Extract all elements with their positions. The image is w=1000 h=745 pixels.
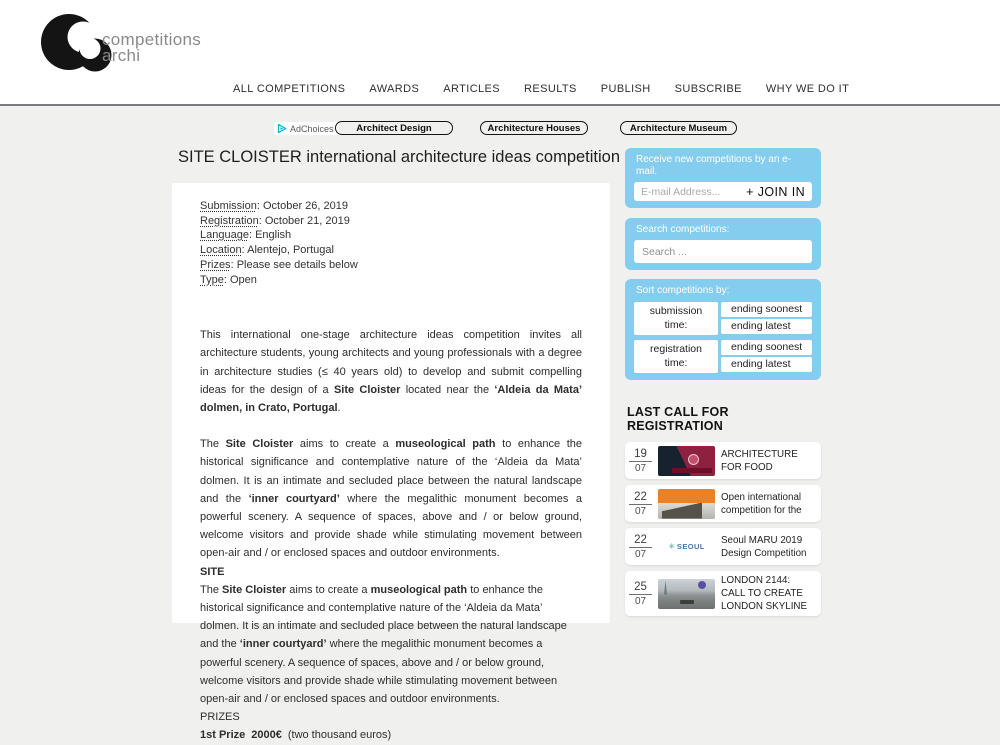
email-subscribe-box: [625, 148, 821, 208]
site-section-paragraph: The Site Cloister aims to create a museological path to enhance the historical significance and contemplative nature of the ‘Aldeia da Mata’ dolmen. It is an intimate and secluded place between the natural landscape and the ‘inner courtyard’ where the megalithic monument becomes a powerful scenery. A sequence of spaces, above and / or below ground, welcome visitors and provide shade while stimulating movement between open-air and / or enclosed spaces and outdoor environments.: [200, 583, 567, 706]
date-month: 07: [634, 462, 647, 474]
list-item-title: LONDON 2144: CALL TO CREATE LONDON SKYLINE: [721, 575, 808, 612]
list-item-seoul-maru[interactable]: [625, 528, 821, 565]
adchoices-badge[interactable]: [274, 122, 339, 135]
prize-line: [200, 726, 582, 744]
detail-label: Language: [200, 229, 249, 242]
sort-registration-ending-soonest[interactable]: ending soonest: [721, 340, 812, 355]
date-day: 25: [629, 581, 652, 595]
sort-label-line: time:: [664, 319, 688, 331]
competition-details: [200, 199, 582, 287]
ad-bar: [0, 121, 1000, 136]
email-field[interactable]: [641, 186, 746, 198]
description-paragraph: The Site Cloister aims to create a museological path to enhance the historical significance and contemplative nature of the ‘Aldeia da Mata’ dolmen. It is an intimate and secluded place between the natural landscape and the ‘inner courtyard’ where the megalithic monument becomes a powerful scenery. A sequence of spaces, above and / or below ground, welcome visitors and provide shade while stimulating movement between open-air and / or enclosed spaces and outdoor environments.: [200, 438, 583, 560]
site-header: [0, 0, 1000, 106]
sort-label-registration: [634, 340, 718, 373]
thumbnail-image: [658, 532, 715, 562]
detail-row-submission: Submission: October 26, 2019: [200, 200, 348, 212]
ad-link-architecture-museum[interactable]: Architecture Museum: [620, 121, 737, 135]
prize-amount: 2000€: [251, 729, 282, 742]
sort-label-line: time:: [664, 357, 688, 369]
search-box: [625, 218, 821, 270]
sort-group-registration: [634, 340, 812, 373]
date-day: 22: [629, 491, 652, 505]
nav-all-competitions[interactable]: ALL COMPETITIONS: [233, 83, 346, 95]
search-input[interactable]: [634, 240, 812, 263]
date-day: 22: [629, 534, 652, 548]
list-item-london-2144[interactable]: [625, 571, 821, 616]
detail-value: Please see details below: [236, 258, 358, 271]
seoul-logo-text: SEOUL: [676, 542, 705, 551]
date-badge: [629, 491, 652, 517]
list-item-title: Seoul MARU 2019 Design Competition: [721, 534, 807, 559]
site-logo[interactable]: [40, 12, 201, 76]
date-month: 07: [634, 548, 647, 560]
thumbnail-image: [658, 489, 715, 519]
detail-label: Submission: [200, 200, 257, 212]
detail-row-location: Location: Alentejo, Portugal: [200, 244, 334, 257]
subscribe-heading: Receive new competitions by an e-mail.: [636, 154, 792, 177]
detail-row-type: Type: Open: [200, 273, 257, 286]
sort-submission-ending-soonest[interactable]: ending soonest: [721, 302, 812, 317]
date-day: 19: [629, 448, 652, 462]
detail-row-registration: Registration: October 21, 2019: [200, 214, 350, 227]
ad-link-architecture-houses[interactable]: Architecture Houses: [480, 121, 588, 135]
date-month: 07: [634, 595, 647, 607]
sort-heading: Sort competitions by:: [636, 285, 730, 296]
list-item-title: ARCHITECTURE FOR FOOD: [721, 448, 798, 473]
adchoices-icon: [277, 123, 287, 134]
search-heading: Search competitions:: [636, 224, 730, 235]
sort-label-line: submission: [649, 305, 703, 317]
prizes-section-heading: PRIZES: [200, 711, 240, 724]
nav-results[interactable]: RESULTS: [524, 83, 577, 95]
ad-link-architect-design[interactable]: Architect Design: [335, 121, 453, 135]
adchoices-label: AdChoices: [290, 123, 334, 134]
date-badge: [629, 534, 652, 560]
list-item-open-international-competition[interactable]: [625, 485, 821, 522]
detail-value: Open: [229, 273, 257, 286]
date-month: 07: [634, 505, 647, 517]
main-nav: [233, 83, 849, 95]
logo-line-1: competitions: [102, 30, 202, 49]
detail-value: English: [255, 229, 292, 242]
sort-options-submission: [721, 302, 812, 335]
sort-group-submission: [634, 302, 812, 335]
article-body: [200, 326, 582, 744]
logo-wordmark: [102, 32, 201, 76]
date-badge: [629, 581, 652, 607]
sort-label-line: registration: [650, 343, 702, 355]
detail-label: Registration: [200, 214, 259, 227]
page-title: SITE CLOISTER international architecture ideas competition: [178, 148, 621, 166]
nav-articles[interactable]: ARTICLES: [443, 83, 501, 95]
detail-value: Alentejo, Portugal: [247, 244, 334, 257]
sort-options-registration: [721, 340, 812, 373]
detail-label: Type: [200, 273, 224, 286]
detail-row-language: Language: English: [200, 229, 292, 242]
nav-subscribe[interactable]: SUBSCRIBE: [674, 83, 742, 95]
site-section-heading: SITE: [200, 565, 225, 578]
detail-value: October 26, 2019: [262, 200, 348, 212]
date-badge: [629, 448, 652, 474]
nav-publish[interactable]: PUBLISH: [600, 83, 651, 95]
list-item-title: Open international competition for the: [721, 491, 802, 516]
detail-value: October 21, 2019: [264, 214, 350, 227]
prize-note: (two thousand euros): [287, 729, 392, 742]
join-in-button[interactable]: + JOIN IN: [746, 184, 805, 199]
sort-registration-ending-latest[interactable]: ending latest: [721, 357, 812, 372]
seoul-logo-icon: ✳: [668, 541, 675, 551]
list-item-architecture-for-food[interactable]: [625, 442, 821, 479]
sidebar: [625, 148, 821, 622]
prize-name: 1st Prize: [200, 729, 246, 742]
thumbnail-image: [658, 446, 715, 476]
thumbnail-image: [658, 579, 715, 609]
detail-label: Prizes: [200, 258, 231, 271]
subscribe-input-row: [634, 182, 812, 201]
sort-submission-ending-latest[interactable]: ending latest: [721, 319, 812, 334]
intro-paragraph: This international one-stage architecture ideas competition invites all architecture students, young architects and young professionals with a degree in architecture studies (≤ 40 years old) to develop and submit compelling ideas for the design of a Site Cloister located near the ‘Aldeia da Mata’ dolmen, in Crato, Portugal.: [200, 329, 582, 415]
article-card: [172, 183, 610, 742]
sort-box: [625, 279, 821, 380]
nav-awards[interactable]: AWARDS: [369, 83, 420, 95]
nav-why-we-do-it[interactable]: WHY WE DO IT: [765, 83, 850, 95]
last-call-heading: LAST CALL FOR REGISTRATION: [627, 405, 729, 433]
logo-line-2: archi: [102, 46, 141, 65]
detail-label: Location: [200, 244, 242, 257]
detail-row-prizes: Prizes: Please see details below: [200, 258, 358, 271]
sort-label-submission: [634, 302, 718, 335]
